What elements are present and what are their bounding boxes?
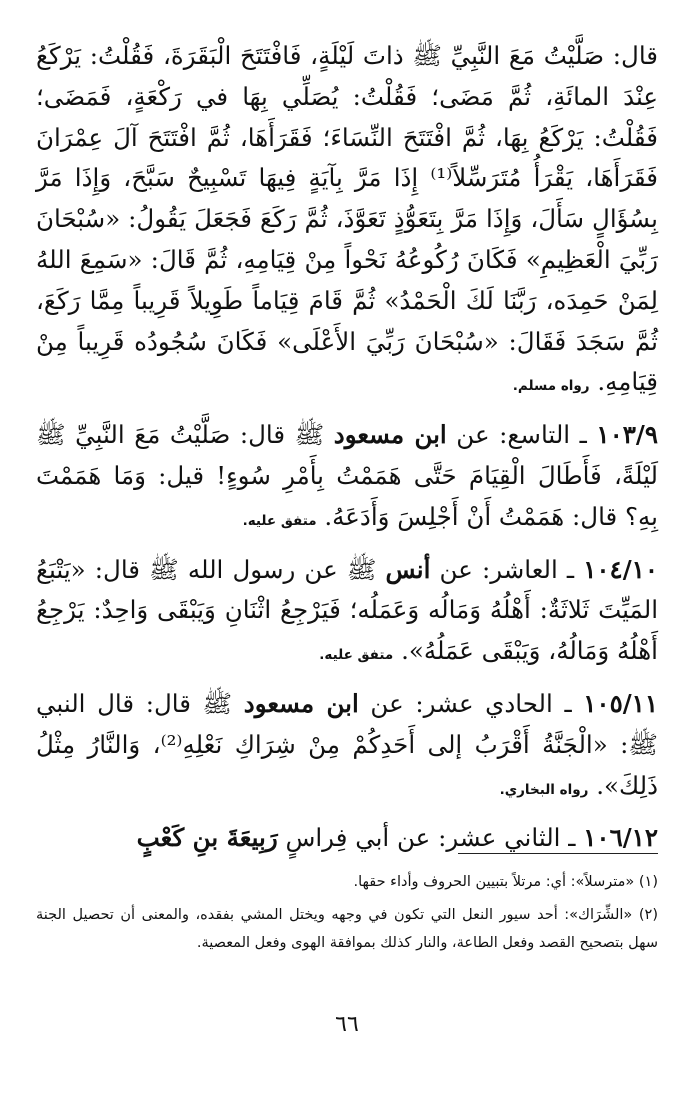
hadith-105 xyxy=(36,684,658,810)
hadith-continuation xyxy=(36,36,658,407)
footnote-text: «الشِّرَاك»: أحد سيور النعل التي تكون في وجهه ويختل المشي بفقده، والمعنى أن تحصيل الجنة سهل بتصحيح القصد وفعل الطاعة، والنار كذلك بموافقة الهوى وفعل المعصية. xyxy=(36,906,658,951)
hadith-narrator: ابن مسعود xyxy=(333,420,447,450)
hadith-source: متفق عليه. xyxy=(242,512,317,529)
hadith-text: ﷺ عن رسول الله ﷺ قال: «يَتْبَعُ المَيِّتَ ثَلاثَةٌ: أَهْلُهُ وَمَالُه وَعَمَلُه؛ فَيَرْجِعُ اثْنَانِ وَيَبْقَى وَاحِدٌ: يَرْجِعُ أَهْلُهُ وَمَالُهُ، وَيَبْقَى عَمَلُهُ». xyxy=(36,554,658,666)
hadith-number: ١٠٦/١٢ xyxy=(583,823,658,853)
hadith-text: قال: صَلَّيْتُ مَعَ النَّبِيِّ ﷺ ذاتَ لَيْلَةٍ، فَافْتَتَحَ الْبَقَرَةَ، فَقُلْتُ: يَرْكَعُ عِنْدَ المائَةِ، ثُمَّ مَضَى؛ فَقُلْتُ: يُصَلِّي بِهَا في رَكْعَةٍ، فَمَضَى؛ فَقُلْتُ: يَرْكَعُ بِهَا، ثُمَّ افْتَتَحَ النِّسَاءَ؛ فَقَرَأَهَا، ثُمَّ افْتَتَحَ آلَ عِمْرَانَ فَقَرَأَهَا، يَقْرَأُ مُتَرَسِّلاً⁽¹⁾ إِذَا مَرَّ بِآيَةٍ فِيهَا تَسْبِيحٌ سَبَّحَ، وَإِذَا مَرَّ بِسُؤَالٍ سَأَلَ، وَإِذَا مَرَّ بِتَعَوُّذٍ تَعَوَّذَ، ثُمَّ رَكَعَ فَجَعَلَ يَقُولُ: «سُبْحَانَ رَبِّيَ الْعَظِيمِ» فَكَانَ رُكُوعُهُ نَحْواً مِنْ قِيَامِهِ، ثُمَّ قَالَ: «سَمِعَ اللهُ لِمَنْ حَمِدَه، رَبَّنَا لَكَ الْحَمْدُ» ثُمَّ قَامَ قِيَاماً طَوِيلاً قَرِيباً مِمَّا رَكَعَ، ثُمَّ سَجَدَ فَقَالَ: «سُبْحَانَ رَبِّيَ الأَعْلَى» فَكَانَ سُجُودُه قَرِيباً مِنْ قِيَامِهِ. xyxy=(36,41,658,397)
hadith-source: رواه البخاري. xyxy=(499,781,589,798)
hadith-narrator: رَبِيعَةَ بنِ كَعْبٍ xyxy=(136,823,278,853)
hadith-106 xyxy=(36,818,658,863)
hadith-source: رواه مسلم. xyxy=(512,378,590,395)
hadith-source: متفق عليه. xyxy=(319,647,394,664)
hadith-text: ﷺ قال: صَلَّيْتُ مَعَ النَّبِيِّ ﷺ لَيْلَةً، فَأَطَالَ الْقِيَامَ حَتَّى هَمَمْتُ بِأَمْرِ سُوءٍ! قيل: وَمَا هَمَمْتَ بِهِ؟ قال: هَمَمْتُ أَنْ أَجْلِسَ وَأَدَعَهُ. xyxy=(36,420,658,531)
hadith-number: ١٠٤/١٠ xyxy=(583,554,658,584)
footnotes xyxy=(36,868,658,962)
footnote-1 xyxy=(36,868,658,897)
hadith-103 xyxy=(36,415,658,541)
hadith-104 xyxy=(36,550,658,676)
page-body xyxy=(36,36,658,863)
hadith-opening: ـ الثاني عشر: عن أبي فِراسٍ xyxy=(277,823,584,853)
hadith-opening: ـ العاشر: عن xyxy=(430,554,584,584)
hadith-opening: ـ الحادي عشر: عن xyxy=(358,688,584,718)
footnote-separator xyxy=(458,853,658,854)
hadith-number: ١٠٣/٩ xyxy=(596,420,658,450)
page-number: ٦٦ xyxy=(335,1012,359,1037)
hadith-opening: ـ التاسع: عن xyxy=(446,420,597,450)
hadith-narrator: ابن مسعود xyxy=(243,688,359,718)
footnote-2 xyxy=(36,901,658,958)
footnote-text: «مترسلاً»: أي: مرتلاً بتبيين الحروف وأداء حقها. xyxy=(353,874,635,890)
footnote-marker: (٢) xyxy=(638,906,659,923)
hadith-text: ﷺ قال: قال النبي ﷺ: «الْجَنَّةُ أَقْرَبُ إلى أَحَدِكُمْ مِنْ شِرَاكِ نَعْلِهِ⁽²⁾، وَالنَّارُ مِثْلُ ذَلِكَ». xyxy=(36,688,658,800)
footnote-marker: (١) xyxy=(638,874,658,890)
hadith-number: ١٠٥/١١ xyxy=(583,688,658,718)
hadith-narrator: أنس xyxy=(385,554,431,584)
